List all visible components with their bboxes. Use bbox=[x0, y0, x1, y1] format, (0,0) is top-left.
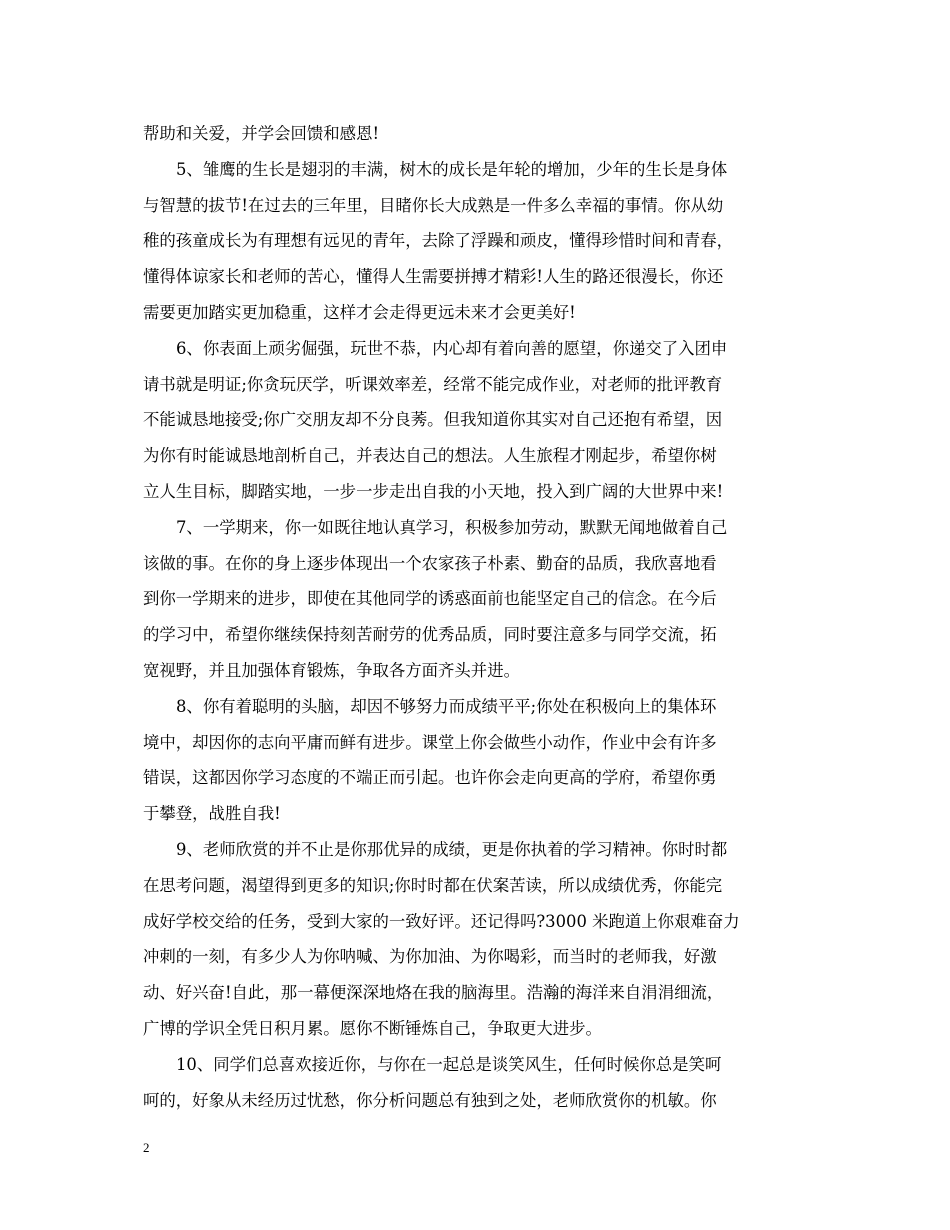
text-line: 立人生目标，脚踏实地，一步一步走出自我的小天地，投入到广阔的大世界中来! bbox=[143, 481, 724, 501]
text-line: 于攀登，战胜自我! bbox=[143, 804, 281, 824]
page-number: 2 bbox=[143, 1140, 150, 1155]
text-line: 广博的学识全凭日积月累。愿你不断锤炼自己，争取更大进步。 bbox=[143, 1018, 602, 1038]
text-line: 稚的孩童成长为有理想有远见的青年，去除了浮躁和顽皮，懂得珍惜时间和青春， bbox=[143, 231, 734, 251]
text-line: 不能诚恳地接受;你广交朋友却不分良莠。但我知道你其实对自己还抱有希望，因 bbox=[143, 410, 723, 430]
text-line: 需要更加踏实更加稳重，这样才会走得更远未来才会更美好! bbox=[143, 302, 576, 322]
text-line: 呵的，好象从未经历过忧愁，你分析问题总有独到之处，老师欣赏你的机敏。你 bbox=[143, 1090, 717, 1110]
text-line: 冲刺的一刻，有多少人为你呐喊、为你加油、为你喝彩，而当时的老师我，好激 bbox=[143, 947, 717, 967]
text-line: 宽视野，并且加强体育锻炼，争取各方面齐头并进。 bbox=[143, 660, 520, 680]
text-line: 9、老师欣赏的并不止是你那优异的成绩，更是你执着的学习精神。你时时都 bbox=[176, 839, 728, 859]
text-line: 该做的事。在你的身上逐步体现出一个农家孩子朴素、勤奋的品质，我欣喜地看 bbox=[143, 553, 717, 573]
text-line: 在思考问题，渴望得到更多的知识;你时时都在伏案苦读，所以成绩优秀，你能完 bbox=[143, 875, 723, 895]
text-line: 请书就是明证;你贪玩厌学，听课效率差，经常不能完成作业，对老师的批评教育 bbox=[143, 374, 723, 394]
text-line: 6、你表面上顽劣倔强，玩世不恭，内心却有着向善的愿望，你递交了入团申 bbox=[176, 338, 728, 358]
text-line: 7、一学期来，你一如既往地认真学习，积极参加劳动，默默无闻地做着自己 bbox=[176, 517, 728, 537]
text-line: 错误，这都因你学习态度的不端正而引起。也许你会走向更高的学府，希望你勇 bbox=[143, 768, 717, 788]
text-line: 5、雏鹰的生长是翅羽的丰满，树木的成长是年轮的增加，少年的生长是身体 bbox=[176, 159, 728, 179]
text-line: 到你一学期来的进步，即使在其他同学的诱惑面前也能坚定自己的信念。在今后 bbox=[143, 589, 717, 609]
text-line: 与智慧的拔节!在过去的三年里，目睹你长大成熟是一件多么幸福的事情。你从幼 bbox=[143, 195, 724, 215]
text-line: 帮助和关爱，并学会回馈和感恩! bbox=[143, 124, 380, 143]
document-body bbox=[143, 116, 811, 1118]
text-line: 懂得体谅家长和老师的苦心，懂得人生需要拼搏才精彩!人生的路还很漫长，你还 bbox=[143, 267, 724, 287]
text-line: 动、好兴奋!自此，那一幕便深深地烙在我的脑海里。浩瀚的海洋来自涓涓细流， bbox=[143, 983, 724, 1003]
text-line: 的学习中，希望你继续保持刻苦耐劳的优秀品质，同时要注意多与同学交流，拓 bbox=[143, 625, 717, 645]
text-line: 成好学校交给的任务，受到大家的一致好评。还记得吗?3000 米跑道上你艰难奋力 bbox=[143, 911, 740, 931]
text-line: 8、你有着聪明的头脑，却因不够努力而成绩平平;你处在积极向上的集体环 bbox=[176, 696, 717, 716]
text-line: 境中，却因你的志向平庸而鲜有进步。课堂上你会做些小动作，作业中会有许多 bbox=[143, 732, 717, 752]
text-line: 10、同学们总喜欢接近你，与你在一起总是谈笑风生，任何时候你总是笑呵 bbox=[176, 1054, 722, 1074]
text-line: 为你有时能诚恳地剖析自己，并表达自己的想法。人生旅程才刚起步，希望你树 bbox=[143, 446, 717, 466]
